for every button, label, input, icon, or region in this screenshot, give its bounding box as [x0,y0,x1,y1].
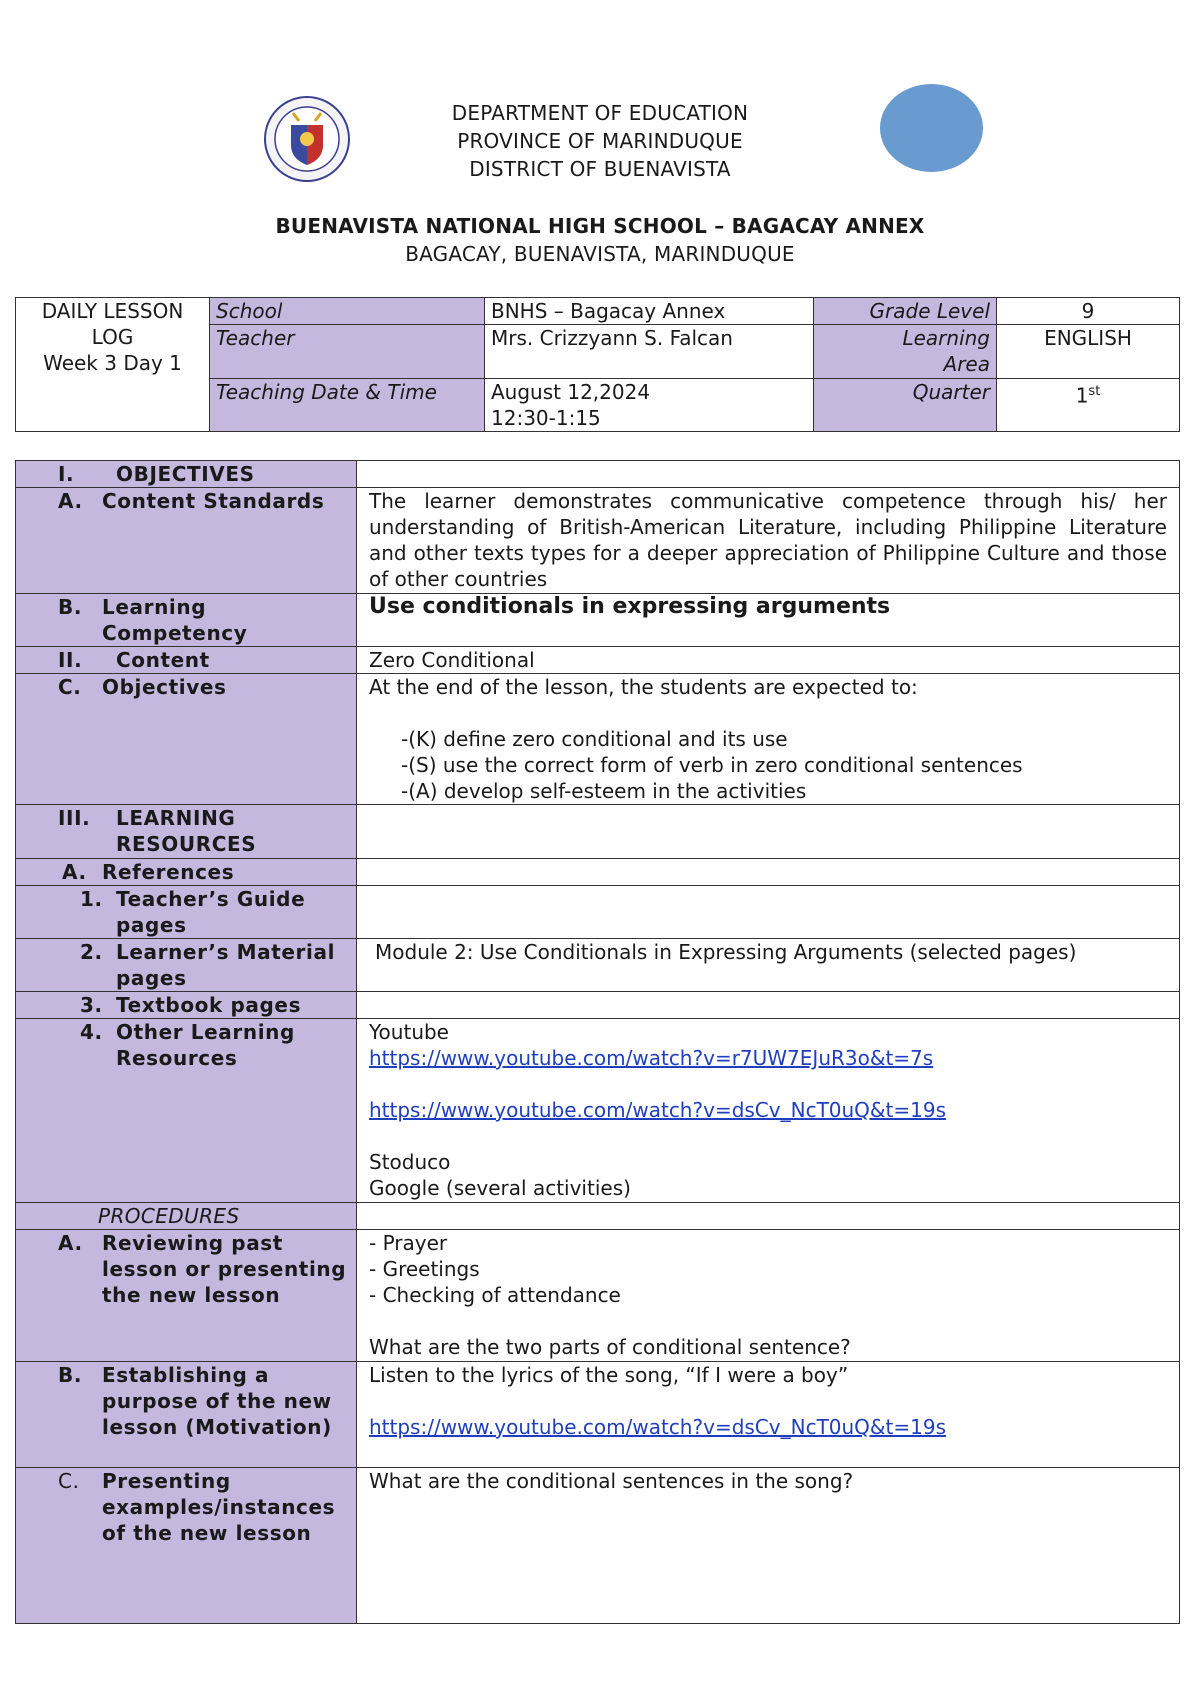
teachers-guide-heading [16,886,357,939]
content-standards-text: The learner demonstrates communicative competence through his/ her understanding of British-American Literature, including Philippine Literature and other texts types for a deeper appreciation of Philippine Culture and those of other countries [357,488,1180,594]
content-num: II. [58,648,83,672]
establishing-heading [16,1362,357,1468]
quarter-suffix: st [1088,384,1101,399]
lesson-info-table [15,297,1180,432]
teaching-date-value [485,379,814,432]
content-label: Content [116,648,210,672]
textbook-heading [16,992,357,1019]
reviewing-num: A. [58,1231,83,1255]
other-resources-label: Other Learning Resources [116,1020,295,1070]
learning-resources-value [357,805,1180,859]
learning-resources-heading [16,805,357,859]
teachers-guide-label: Teacher’s Guide pages [116,887,306,937]
c-objectives-attitude: -(A) develop self-esteem in the activities [401,779,807,803]
quarter-value [997,379,1180,432]
learners-material-num: 2. [80,940,103,964]
c-objectives-intro: At the end of the lesson, the students are expected to: [369,675,918,699]
establishing-link[interactable]: https://www.youtube.com/watch?v=dsCv_NcT0uQ&t=19s [369,1415,946,1439]
reviewing-attendance: - Checking of attendance [369,1283,621,1307]
references-heading [16,859,357,886]
district-title: DISTRICT OF BUENAVISTA [469,157,731,181]
references-num: A. [62,860,87,884]
studoco-text: Stoduco [369,1150,451,1174]
grade-level-value: 9 [997,298,1180,325]
content-text: Zero Conditional [357,647,1180,674]
teacher-label: Teacher [210,325,485,379]
references-label: References [102,860,235,884]
learning-competency-text: Use conditionals in expressing arguments [357,594,1180,647]
reviewing-question: What are the two parts of conditional sentence? [369,1335,851,1359]
objectives-label: OBJECTIVES [116,462,255,486]
establishing-cell [357,1362,1180,1468]
learning-resources-label: LEARNING RESOURCES [116,806,257,856]
c-objectives-heading [16,674,357,805]
presenting-heading [16,1468,357,1624]
teaching-time: 12:30-1:15 [491,406,601,430]
teachers-guide-value [357,886,1180,939]
youtube-link-2[interactable]: https://www.youtube.com/watch?v=dsCv_NcT0uQ&t=19s [369,1098,946,1122]
youtube-text: Youtube [369,1020,449,1044]
lesson-plan-table [15,460,1180,1624]
dll-title-cell [16,298,210,432]
content-heading [16,647,357,674]
content-standards-num: A. [58,489,83,513]
procedures-label: PROCEDURES [98,1204,240,1228]
learning-area-value: ENGLISH [997,325,1180,379]
c-objectives-knowledge: -(K) define zero conditional and its use [401,727,788,751]
google-text: Google (several activities) [369,1176,631,1200]
school-value: BNHS – Bagacay Annex [485,298,814,325]
learning-competency-label: Learning Competency [102,595,248,645]
objectives-value [357,461,1180,488]
textbook-label: Textbook pages [116,993,302,1017]
textbook-num: 3. [80,993,103,1017]
c-objectives-num: C. [58,675,82,699]
content-standards-heading [16,488,357,594]
youtube-link-1[interactable]: https://www.youtube.com/watch?v=r7UW7EJuR3o&t=7s [369,1046,934,1070]
dll-title-line3: Week 3 Day 1 [43,351,182,375]
establishing-num: B. [58,1363,83,1387]
reviewing-label: Reviewing past lesson or presenting the new lesson [102,1231,347,1307]
learners-material-text: Module 2: Use Conditionals in Expressing Arguments (selected pages) [357,939,1180,992]
reviewing-heading [16,1230,357,1362]
objectives-num: I. [58,462,75,486]
other-resources-num: 4. [80,1020,103,1044]
teaching-date: August 12,2024 [491,380,651,404]
learning-competency-heading [16,594,357,647]
school-address: BAGACAY, BUENAVISTA, MARINDUQUE [405,242,795,266]
references-value [357,859,1180,886]
textbook-value [357,992,1180,1019]
learning-area-label [814,325,997,379]
teacher-value: Mrs. Crizzyann S. Falcan [485,325,814,379]
reviewing-prayer: - Prayer [369,1231,448,1255]
quarter-number: 1 [1075,383,1089,408]
quarter-label: Quarter [814,379,997,432]
grade-level-label: Grade Level [814,298,997,325]
dll-title-line1: DAILY LESSON [41,299,184,323]
school-name: BUENAVISTA NATIONAL HIGH SCHOOL – BAGACAY ANNEX [275,214,925,238]
procedures-value [357,1203,1180,1230]
procedures-heading [16,1203,357,1230]
learners-material-heading [16,939,357,992]
content-standards-label: Content Standards [102,489,325,513]
c-objectives-skill: -(S) use the correct form of verb in zero conditional sentences [401,753,1023,777]
learning-area-label-line1: Learning [902,326,990,350]
reviewing-cell [357,1230,1180,1362]
objectives-heading [16,461,357,488]
teachers-guide-num: 1. [80,887,103,911]
dll-title-line2: LOG [91,325,134,349]
teaching-date-label: Teaching Date & Time [210,379,485,432]
other-resources-heading [16,1019,357,1203]
presenting-label: Presenting examples/instances of the new lesson [102,1469,336,1545]
department-title: DEPARTMENT OF EDUCATION [451,101,749,125]
presenting-text: What are the conditional sentences in the song? [357,1468,1180,1624]
presenting-num: C. [58,1469,80,1493]
establishing-label: Establishing a purpose of the new lesson (Motivation) [102,1363,332,1439]
other-resources-cell [357,1019,1180,1203]
learning-area-label-line2: Area [943,352,990,376]
reviewing-greetings: - Greetings [369,1257,480,1281]
learning-competency-num: B. [58,595,83,619]
c-objectives-cell [357,674,1180,805]
province-title: PROVINCE OF MARINDUQUE [457,129,743,153]
learners-material-label: Learner’s Material pages [116,940,336,990]
c-objectives-label: Objectives [102,675,227,699]
learning-resources-num: III. [58,806,91,830]
school-label: School [210,298,485,325]
establishing-text: Listen to the lyrics of the song, “If I were a boy” [369,1363,849,1387]
